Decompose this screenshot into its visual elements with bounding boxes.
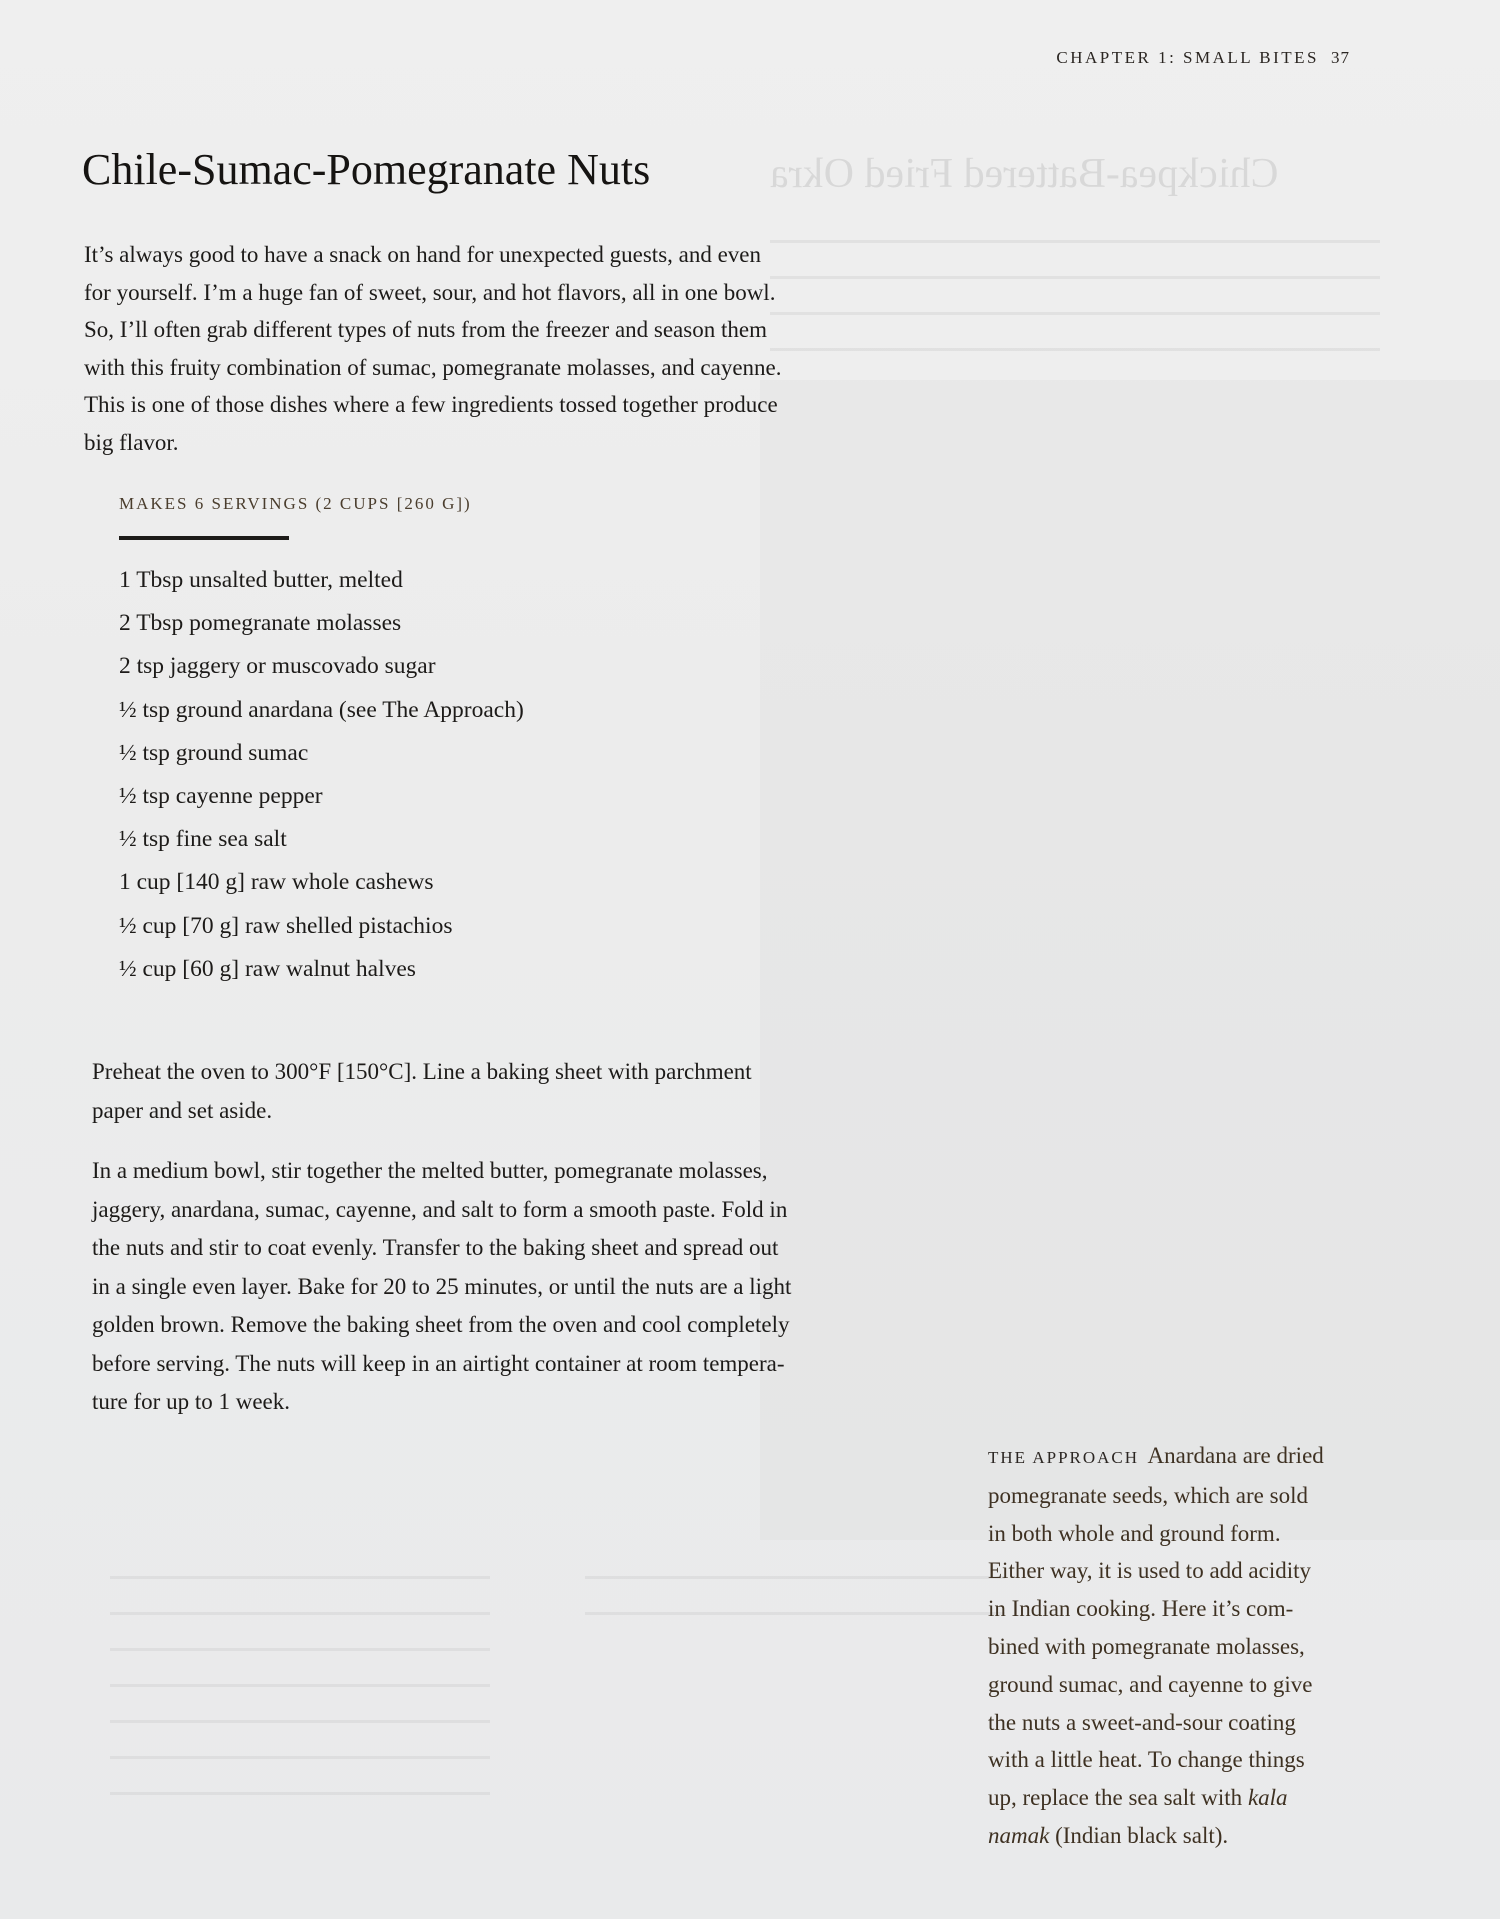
ingredient-item: 1 Tbsp unsalted butter, melted — [119, 567, 403, 593]
approach-label: THE APPROACH — [988, 1448, 1140, 1467]
method-line: Preheat the oven to 300°F [150°C]. Line a baking sheet with parchment — [92, 1059, 752, 1084]
ingredient-list — [119, 559, 524, 991]
approach-line — [988, 1437, 1408, 1477]
approach-line: in Indian cooking. Here it’s com- — [988, 1596, 1294, 1622]
method-step — [92, 1152, 962, 1422]
approach-first-line: Anardana are dried — [1147, 1443, 1324, 1468]
method-line: jaggery, anardana, sumac, cayenne, and salt to form a smooth paste. Fold in — [92, 1196, 788, 1222]
yield-divider — [119, 536, 289, 540]
method-step — [92, 1053, 962, 1130]
method-line: golden brown. Remove the baking sheet from the oven and cool completely — [92, 1312, 790, 1337]
approach-italic-term: namak — [988, 1822, 1050, 1848]
show-through-title: Chickpea-Battered Fried Okra — [770, 151, 1279, 197]
method-line: paper and set aside. — [92, 1097, 273, 1123]
intro-line: So, I’ll often grab different types of nuts from the freezer and season them — [84, 317, 767, 342]
approach-italic-term: kala — [1247, 1785, 1288, 1811]
ingredient-item: 2 tsp jaggery or muscovado sugar — [119, 653, 436, 680]
ingredient-item: 2 Tbsp pomegranate molasses — [119, 610, 402, 637]
recipe-title: Chile-Sumac-Pomegranate Nuts — [82, 145, 651, 194]
intro-line: This is one of those dishes where a few ingredients tossed together produce — [84, 392, 778, 417]
method-line: ture for up to 1 week. — [92, 1389, 290, 1414]
approach-line: in both whole and ground form. — [988, 1520, 1281, 1546]
approach-line: ground sumac, and cayenne to give — [988, 1671, 1313, 1697]
approach-text: up, replace the sea salt with — [988, 1785, 1248, 1811]
recipe-method — [92, 1053, 962, 1444]
page-number: 37 — [1331, 48, 1350, 67]
approach-line: pomegranate seeds, which are sold — [988, 1482, 1308, 1508]
running-head — [1056, 48, 1350, 68]
chapter-label: CHAPTER 1: SMALL BITES — [1056, 48, 1319, 67]
method-line: the nuts and stir to coat evenly. Transfer to the baking sheet and spread out — [92, 1235, 779, 1260]
approach-line: bined with pomegranate molasses, — [988, 1633, 1305, 1659]
intro-line: with this fruity combination of sumac, pomegranate molasses, and cayenne. — [84, 354, 782, 380]
ingredient-item: 1 cup [140 g] raw whole cashews — [119, 869, 434, 896]
method-line: before serving. The nuts will keep in an airtight container at room tempera- — [92, 1350, 785, 1376]
method-line: in a single even layer. Bake for 20 to 25 minutes, or until the nuts are a light — [92, 1273, 792, 1299]
show-through-text-bottom — [585, 1576, 1005, 1648]
ingredient-item: ½ cup [70 g] raw shelled pistachios — [119, 912, 453, 939]
ingredient-item: ½ tsp cayenne pepper — [119, 783, 323, 810]
approach-line: Either way, it is used to add acidity — [988, 1558, 1311, 1584]
intro-line: big flavor. — [84, 429, 179, 455]
ingredient-item: ½ cup [60 g] raw walnut halves — [119, 955, 416, 982]
method-line: In a medium bowl, stir together the melted butter, pomegranate molasses, — [92, 1158, 768, 1183]
approach-line — [988, 1817, 1408, 1855]
approach-text: (Indian black salt). — [1049, 1822, 1229, 1848]
ingredient-item: ½ tsp ground sumac — [119, 739, 309, 766]
approach-line — [988, 1779, 1408, 1817]
ingredient-item: ½ tsp fine sea salt — [119, 826, 287, 853]
ingredient-item: ½ tsp ground anardana (see The Approach) — [119, 696, 524, 723]
recipe-yield: MAKES 6 SERVINGS (2 CUPS [260 G]) — [119, 494, 472, 513]
show-through-text-left — [110, 1576, 490, 1828]
intro-line: for yourself. I’m a huge fan of sweet, sour, and hot flavors, all in one bowl. — [84, 279, 776, 305]
approach-sidebar — [988, 1437, 1408, 1855]
intro-line: It’s always good to have a snack on hand for unexpected guests, and even — [84, 242, 762, 267]
approach-line: with a little heat. To change things — [988, 1747, 1305, 1773]
approach-line: the nuts a sweet-and-sour coating — [988, 1709, 1296, 1735]
recipe-intro — [84, 236, 944, 461]
